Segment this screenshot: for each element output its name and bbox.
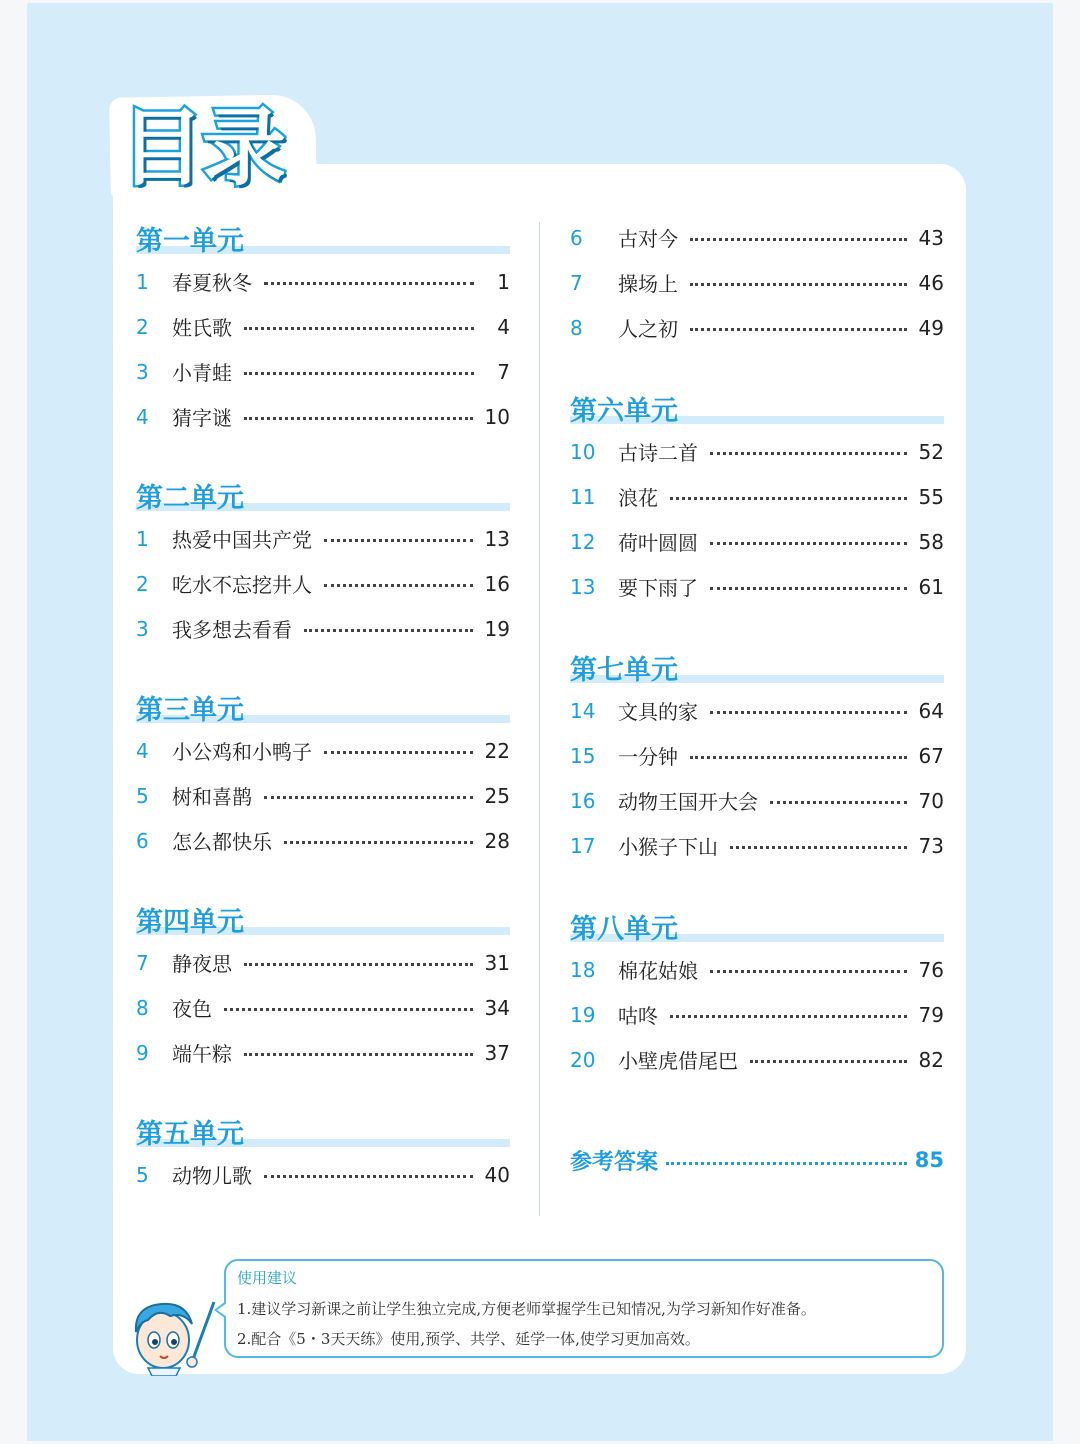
- lesson-number: 2: [136, 314, 149, 339]
- lesson-title: 古诗二首: [618, 441, 698, 465]
- lesson-number: 4: [136, 738, 149, 763]
- lesson-title: 夜色: [172, 997, 212, 1021]
- toc-entry[interactable]: [136, 985, 510, 1030]
- toc-entry[interactable]: [136, 940, 510, 985]
- answers-title: 参考答案: [570, 1148, 659, 1175]
- lesson-title: 我多想去看看: [172, 618, 292, 642]
- toc-entry[interactable]: [570, 778, 944, 823]
- lesson-title: 要下雨了: [618, 576, 698, 600]
- page-number: 43: [918, 225, 944, 250]
- page-number: 67: [918, 743, 944, 768]
- lesson-title: 小公鸡和小鸭子: [172, 740, 312, 764]
- tips-label: 使用建议: [237, 1269, 298, 1287]
- unit-section: [136, 684, 510, 863]
- lesson-number: 6: [136, 828, 149, 853]
- lesson-number: 1: [136, 526, 149, 551]
- toc-entry[interactable]: [570, 733, 944, 778]
- unit-section: [136, 896, 510, 1075]
- lesson-title: 文具的家: [618, 700, 698, 724]
- lesson-title: 一分钟: [618, 745, 678, 769]
- lesson-number: 3: [136, 359, 149, 384]
- unit-heading: [136, 472, 510, 516]
- lesson-number: 6: [570, 225, 583, 250]
- page-title: 目录: [120, 99, 285, 197]
- lesson-number: 1: [136, 269, 149, 294]
- toc-entry[interactable]: [136, 304, 510, 349]
- unit-section: [136, 215, 510, 439]
- unit-title: 第八单元: [570, 907, 680, 946]
- page-number: 25: [484, 783, 510, 808]
- leader-dots: [710, 450, 907, 455]
- leader-dots: [264, 794, 473, 799]
- toc-entry[interactable]: [136, 516, 510, 561]
- left-column: [136, 215, 510, 1197]
- page-number: 82: [918, 1047, 944, 1072]
- leader-dots: [324, 537, 473, 542]
- lesson-title: 动物儿歌: [172, 1164, 252, 1188]
- lesson-number: 2: [136, 571, 149, 596]
- lesson-number: 16: [570, 788, 596, 813]
- leader-dots: [304, 627, 473, 632]
- lesson-title: 吃水不忘挖井人: [172, 573, 312, 597]
- usage-tips-box: [224, 1259, 944, 1358]
- lesson-title: 小猴子下山: [618, 835, 718, 859]
- lesson-title: 热爱中国共产党: [172, 528, 312, 552]
- teacher-mascot-icon: [118, 1282, 218, 1376]
- lesson-number: 13: [570, 574, 596, 599]
- lesson-title: 静夜思: [172, 952, 232, 976]
- page-number: 31: [484, 950, 510, 975]
- lesson-title: 猜字谜: [172, 406, 232, 430]
- leader-dots: [730, 844, 907, 849]
- unit-section: [136, 1108, 510, 1197]
- page-number: 52: [918, 439, 944, 464]
- leader-dots: [710, 709, 907, 714]
- toc-entry[interactable]: [570, 215, 944, 260]
- page-number: 70: [918, 788, 944, 813]
- lesson-number: 8: [570, 315, 583, 340]
- page-number: 4: [497, 314, 510, 339]
- toc-entry[interactable]: [570, 992, 944, 1037]
- page-number: 49: [918, 315, 944, 340]
- page-number: 10: [484, 404, 510, 429]
- lesson-number: 5: [136, 783, 149, 808]
- page-number: 40: [484, 1162, 510, 1187]
- leader-dots: [770, 799, 907, 804]
- leader-dots: [244, 961, 473, 966]
- unit-title: 第二单元: [136, 476, 246, 515]
- lesson-number: 18: [570, 957, 596, 982]
- toc-entry[interactable]: [570, 429, 944, 474]
- page-number: 22: [484, 738, 510, 763]
- leader-dots: [264, 280, 474, 285]
- lesson-number: 3: [136, 616, 149, 641]
- leader-dots: [710, 585, 907, 590]
- leader-dots: [244, 325, 474, 330]
- leader-dots: [690, 236, 907, 241]
- leader-dots: [244, 370, 474, 375]
- leader-dots: [710, 540, 907, 545]
- unit-title: 第五单元: [136, 1112, 246, 1151]
- unit-title: 第一单元: [136, 219, 246, 258]
- leader-dots: [244, 1051, 473, 1056]
- lesson-title: 小青蛙: [172, 361, 232, 385]
- leader-dots: [710, 968, 907, 973]
- leader-dots: [750, 1058, 907, 1063]
- lesson-title: 古对今: [618, 227, 678, 251]
- unit-section: [570, 385, 944, 609]
- lesson-title: 姓氏歌: [172, 316, 232, 340]
- lesson-number: 4: [136, 404, 149, 429]
- lesson-number: 15: [570, 743, 596, 768]
- lesson-number: 5: [136, 1162, 149, 1187]
- unit-section: [570, 644, 944, 868]
- lesson-title: 操场上: [618, 272, 678, 296]
- lesson-number: 7: [570, 270, 583, 295]
- toc-entry[interactable]: [570, 947, 944, 992]
- toc-entry[interactable]: [570, 305, 944, 350]
- lesson-number: 12: [570, 529, 596, 554]
- leader-dots: [690, 754, 907, 759]
- toc-entry[interactable]: [136, 1152, 510, 1197]
- unit-heading: [570, 903, 944, 947]
- lesson-title: 棉花姑娘: [618, 959, 698, 983]
- unit-heading: [570, 385, 944, 429]
- lesson-title: 人之初: [618, 317, 678, 341]
- page-number: 7: [497, 359, 510, 384]
- page-number: 46: [918, 270, 944, 295]
- page-number: 28: [484, 828, 510, 853]
- lesson-number: 11: [570, 484, 596, 509]
- lesson-number: 7: [136, 950, 149, 975]
- unit-title: 第三单元: [136, 688, 246, 727]
- tips-pointer-inner: [217, 1303, 227, 1317]
- page-number: 1: [497, 269, 510, 294]
- leader-dots: [670, 1013, 907, 1018]
- tips-line-2: 2.配合《5・3天天练》使用,预学、共学、延学一体,使学习更加高效。: [237, 1330, 700, 1348]
- lesson-number: 14: [570, 698, 596, 723]
- page-number: 16: [484, 571, 510, 596]
- toc-entry[interactable]: [570, 260, 944, 305]
- lesson-title: 咕咚: [618, 1004, 658, 1028]
- column-divider: [539, 222, 540, 1216]
- lesson-title: 怎么都快乐: [172, 830, 272, 854]
- page-number: 79: [918, 1002, 944, 1027]
- leader-dots: [670, 495, 907, 500]
- page-number: 34: [484, 995, 510, 1020]
- unit-heading: [136, 215, 510, 259]
- toc-entry[interactable]: [570, 519, 944, 564]
- page-number: 19: [484, 616, 510, 641]
- unit-heading: [136, 1108, 510, 1152]
- unit-heading: [136, 896, 510, 940]
- answers-page: 85: [914, 1148, 944, 1172]
- tips-line-1: 1.建议学习新课之前让学生独立完成,方便老师掌握学生已知情况,为学习新知作好准备。: [237, 1300, 816, 1318]
- toc-entry[interactable]: [136, 349, 510, 394]
- lesson-number: 8: [136, 995, 149, 1020]
- toc-entry[interactable]: [136, 818, 510, 863]
- page-number: 76: [918, 957, 944, 982]
- toc-entry[interactable]: [570, 1037, 944, 1082]
- unit-section: [136, 472, 510, 651]
- leader-dots: [264, 1173, 473, 1178]
- toc-entry[interactable]: [570, 688, 944, 733]
- toc-entry[interactable]: [136, 561, 510, 606]
- toc-entry[interactable]: [136, 259, 510, 304]
- lesson-title: 荷叶圆圆: [618, 531, 698, 555]
- unit-section: [570, 903, 944, 1082]
- lesson-title: 小壁虎借尾巴: [618, 1049, 738, 1073]
- lesson-title: 端午粽: [172, 1042, 232, 1066]
- lesson-title: 浪花: [618, 486, 658, 510]
- page-number: 58: [918, 529, 944, 554]
- toc-entry[interactable]: [570, 474, 944, 519]
- lesson-number: 17: [570, 833, 596, 858]
- page-number: 37: [484, 1040, 510, 1065]
- lesson-number: 9: [136, 1040, 149, 1065]
- lesson-number: 19: [570, 1002, 596, 1027]
- leader-dots: [690, 326, 907, 331]
- leader-dots: [224, 1006, 473, 1011]
- toc-entry[interactable]: [570, 564, 944, 609]
- unit-heading: [136, 684, 510, 728]
- unit-title: 第六单元: [570, 389, 680, 428]
- lesson-title: 春夏秋冬: [172, 271, 252, 295]
- page-number: 73: [918, 833, 944, 858]
- continued-unit-lessons: [570, 215, 944, 350]
- page-number: 64: [918, 698, 944, 723]
- unit-title: 第四单元: [136, 900, 246, 939]
- toc-entry[interactable]: [570, 823, 944, 868]
- lesson-title: 树和喜鹊: [172, 785, 252, 809]
- leader-dots: [244, 415, 473, 420]
- answers-entry[interactable]: [570, 1140, 944, 1180]
- unit-title: 第七单元: [570, 648, 680, 687]
- toc-entry[interactable]: [136, 728, 510, 773]
- unit-heading: [570, 644, 944, 688]
- page-number: 13: [484, 526, 510, 551]
- leader-dots: [324, 582, 473, 587]
- toc-entry[interactable]: [136, 606, 510, 651]
- toc-entry[interactable]: [136, 773, 510, 818]
- right-column: [570, 215, 944, 1082]
- lesson-title: 动物王国开大会: [618, 790, 758, 814]
- leader-dots: [324, 749, 473, 754]
- page-number: 61: [918, 574, 944, 599]
- lesson-number: 10: [570, 439, 596, 464]
- toc-entry[interactable]: [136, 1030, 510, 1075]
- leader-dots: [284, 839, 473, 844]
- page-number: 55: [918, 484, 944, 509]
- lesson-number: 20: [570, 1047, 596, 1072]
- toc-entry[interactable]: [136, 394, 510, 439]
- leader-dots: [690, 281, 907, 286]
- leader-dots: [666, 1160, 907, 1165]
